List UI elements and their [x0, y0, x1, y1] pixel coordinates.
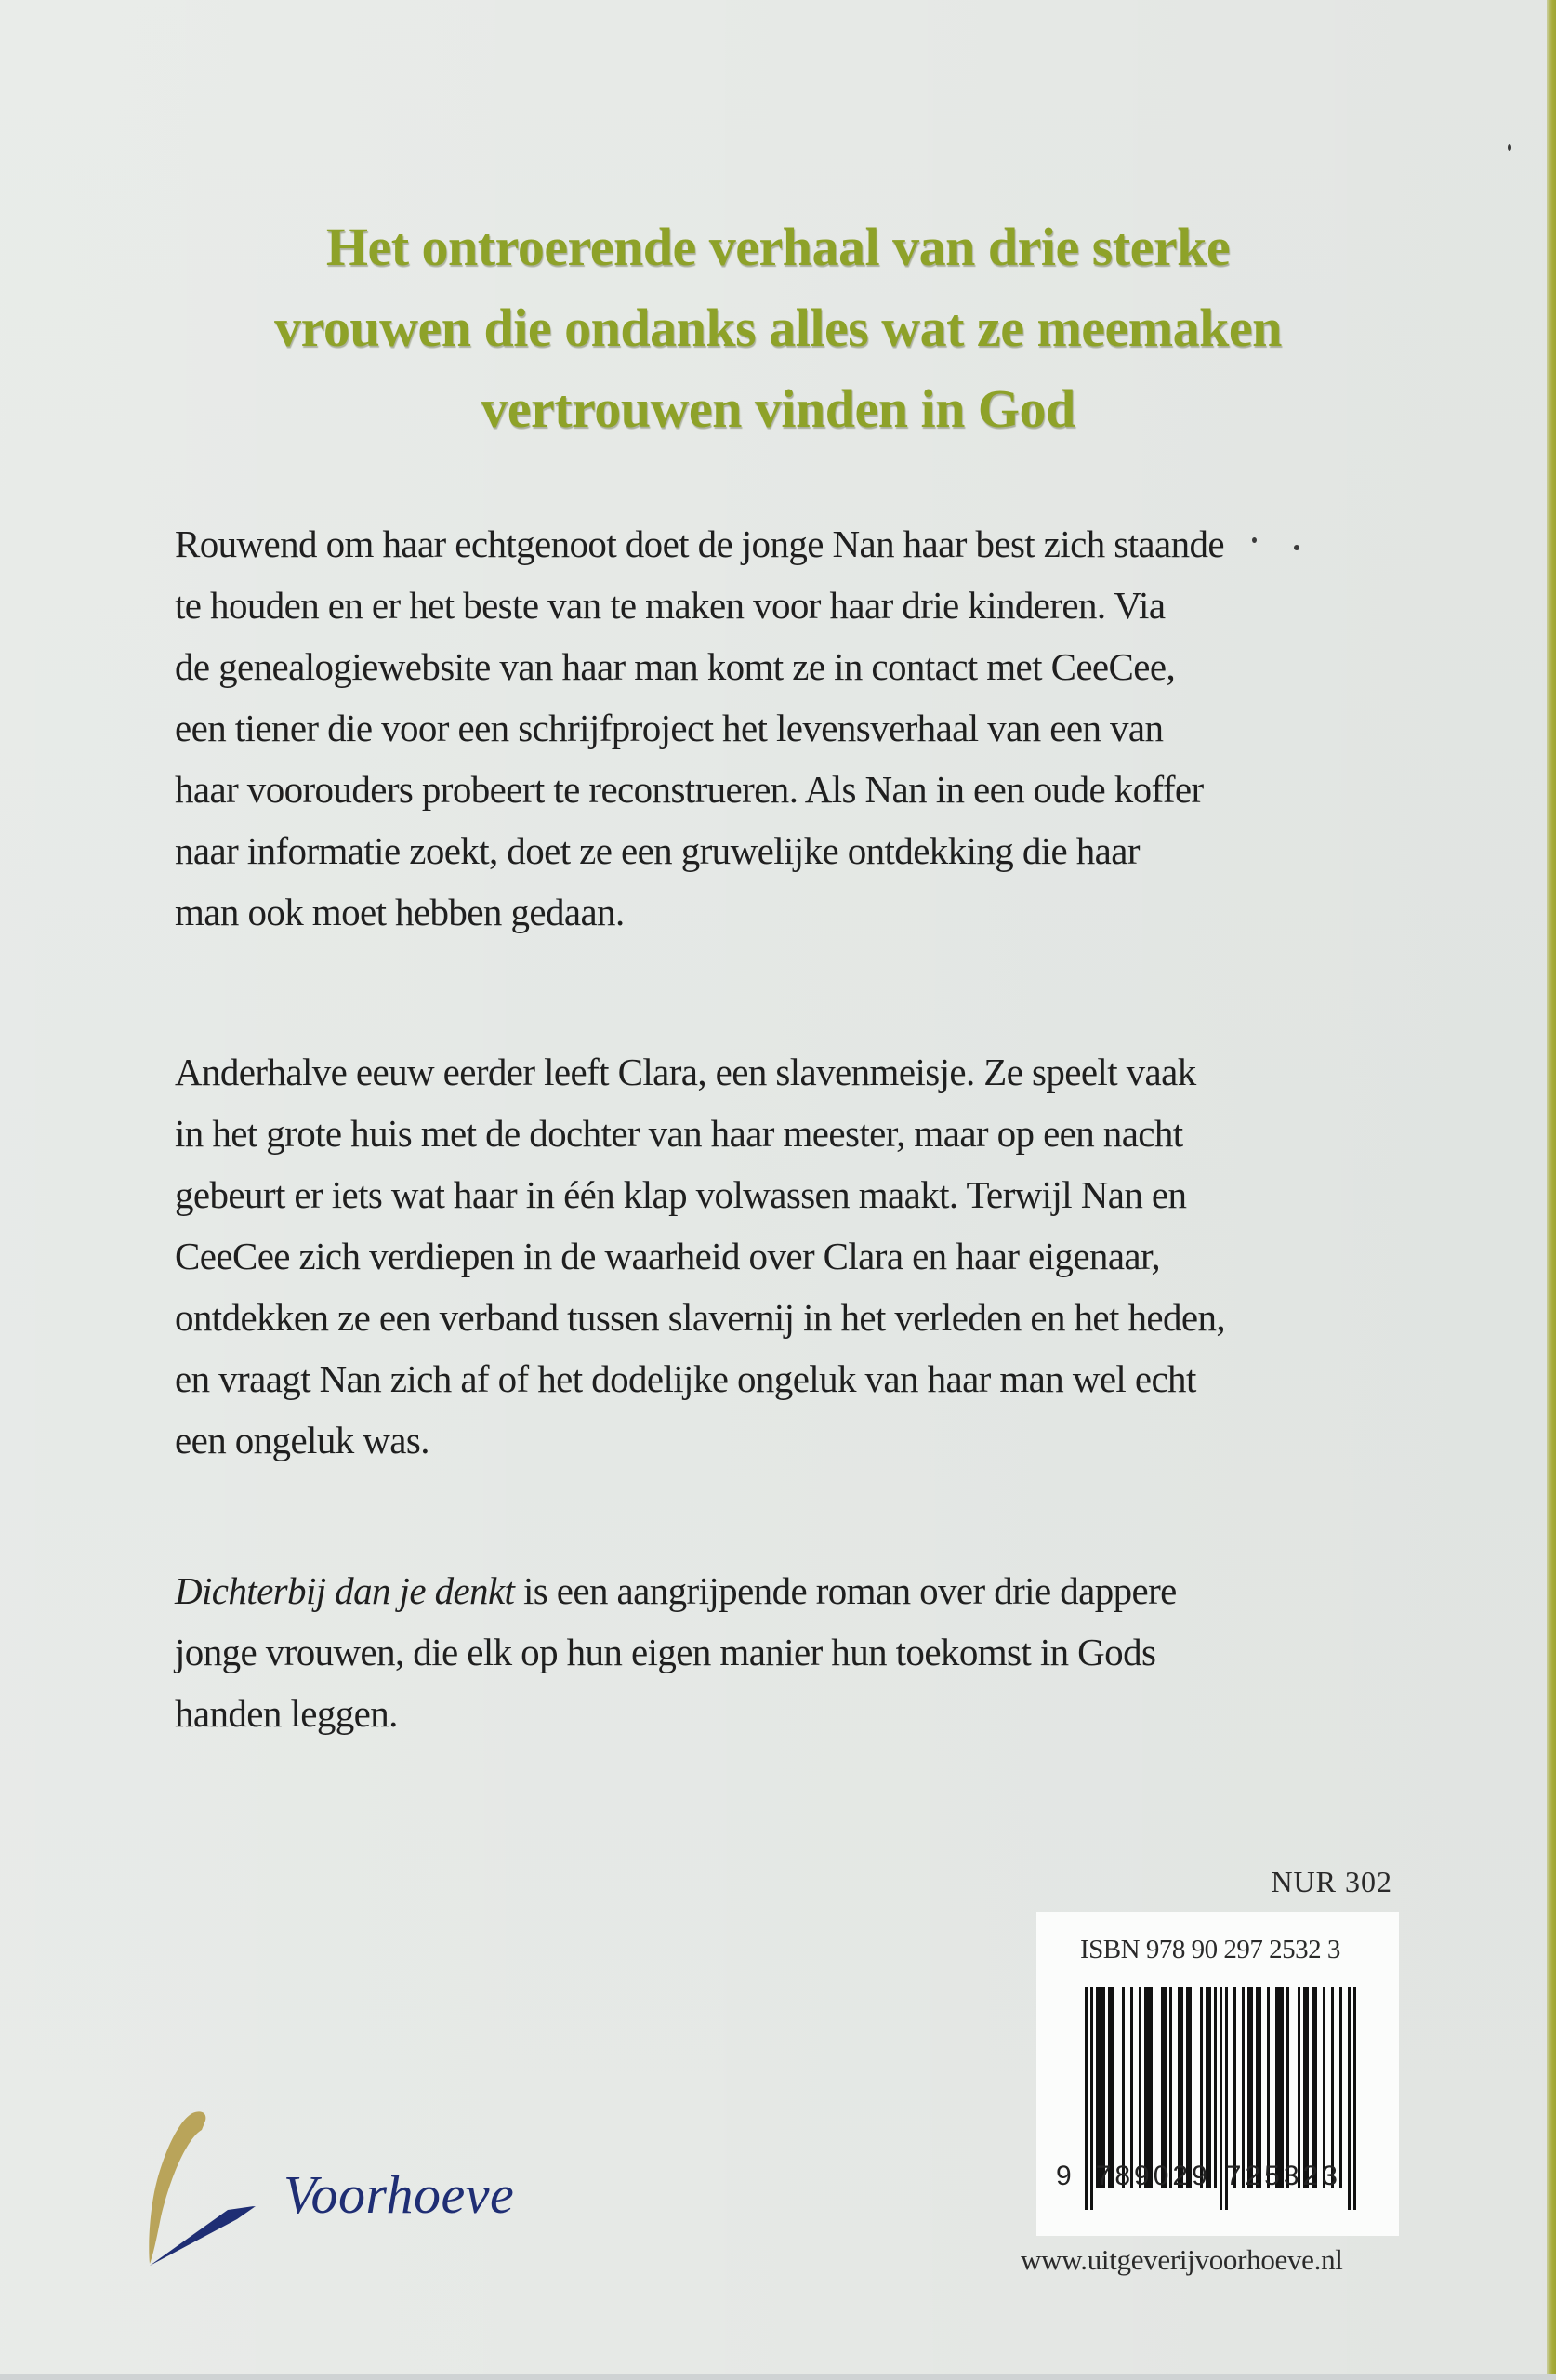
text-line: gebeurt er iets wat haar in één klap volwassen maakt. Terwijl Nan en [175, 1173, 1187, 1216]
publisher-name: Voorhoeve [284, 2164, 515, 2225]
blurb-paragraph-2 [175, 1041, 1402, 1471]
isbn-number: ISBN 978 90 297 2532 3 [1080, 1935, 1340, 1964]
text-line: CeeCee zich verdiepen in de waarheid over Clara en haar eigenaar, [175, 1235, 1161, 1277]
nur-code: NUR 302 [1271, 1865, 1392, 1898]
spine-edge [1547, 0, 1556, 2380]
text-line: naar informatie zoekt, doet ze een gruwelijke ontdekking die haar [175, 829, 1140, 872]
text-line: haar voorouders probeert te reconstrueren. Als Nan in een oude koffer [175, 768, 1204, 811]
barcode-digit-group: 789029 [1095, 2161, 1211, 2191]
paper-speck [1252, 537, 1257, 543]
text-line: ontdekken ze een verband tussen slavernij in het verleden en het heden, [175, 1296, 1226, 1339]
paper-speck [1508, 144, 1511, 151]
text-line: de genealogiewebsite van haar man komt ze in contact met CeeCee, [175, 645, 1176, 688]
tagline-line: vrouwen die ondanks alles wat ze meemaken [274, 298, 1282, 358]
tagline [139, 206, 1417, 449]
publisher-logo [135, 2106, 581, 2273]
bottom-edge [0, 2374, 1556, 2380]
text-line: Anderhalve eeuw eerder leeft Clara, een slavenmeisje. Ze speelt vaak [175, 1051, 1196, 1093]
text-line: handen leggen. [175, 1692, 398, 1735]
blurb-paragraph-1 [175, 513, 1402, 943]
paper-speck [1294, 545, 1299, 550]
book-title: Dichterbij dan je denkt [175, 1569, 515, 1612]
text-line: en vraagt Nan zich af of het dodelijke ongeluk van haar man wel echt [175, 1357, 1196, 1400]
tagline-line: Het ontroerende verhaal van drie sterke [325, 217, 1231, 277]
tagline-line: vertrouwen vinden in God [481, 378, 1075, 439]
barcode-digit-first: 9 [1056, 2161, 1075, 2191]
barcode-digits [1056, 2161, 1341, 2192]
voorhoeve-logo-icon [135, 2106, 265, 2273]
text-line [175, 1560, 1402, 1621]
text-line: Rouwend om haar echtgenoot doet de jonge Nan haar best zich staande [175, 522, 1225, 565]
isbn-label [1036, 1912, 1399, 2236]
text-line: een ongeluk was. [175, 1419, 429, 1461]
text-line: te houden en er het beste van te maken voor haar drie kinderen. Via [175, 584, 1166, 627]
publisher-website: www.uitgeverijvoorhoeve.nl [1021, 2243, 1343, 2276]
text-line: in het grote huis met de dochter van haar meester, maar op een nacht [175, 1112, 1183, 1155]
text-line: man ook moet hebben gedaan. [175, 891, 625, 933]
text-line: jonge vrouwen, die elk op hun eigen manier hun toekomst in Gods [175, 1631, 1156, 1673]
text-line: een tiener die voor een schrijfproject het levensverhaal van een van [175, 707, 1164, 749]
blurb-paragraph-3 [175, 1560, 1402, 1744]
barcode-digit-group: 725323 [1225, 2161, 1341, 2191]
text-fragment: is een aangrijpende roman over drie dappere [514, 1569, 1177, 1612]
